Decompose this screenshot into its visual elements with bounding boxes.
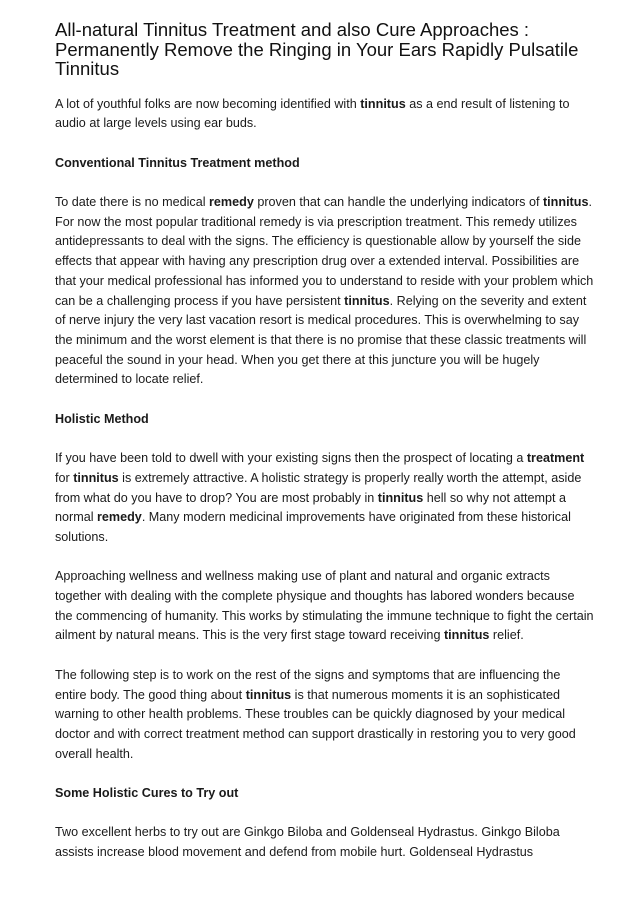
section-heading-holistic: Holistic Method (55, 411, 149, 426)
text-run: The following step is to work on the rest of the signs and symptoms that are influencing the entire body. The good thing about (55, 667, 561, 702)
text-run: If you have been told to dwell with your existing signs then the prospect of locating a (55, 451, 527, 466)
text-run: relief. (489, 628, 524, 643)
section-heading-conventional: Conventional Tinnitus Treatment method (55, 155, 300, 170)
intro-paragraph (55, 95, 595, 134)
keyword-treatment: treatment (526, 451, 585, 466)
document-page (55, 20, 595, 882)
text-run: To date there is no medical (55, 194, 210, 209)
text-run: as a end result of listening to audio at large levels using ear buds. (55, 96, 570, 131)
holistic-paragraph-1 (55, 449, 595, 548)
text-run: is that numerous moments it is an sophisticated warning to other health problems. These troubles can be quickly diagnosed by your medical doctor and with correct treatment method can support drastically in restoring you to very good overall health. (55, 687, 576, 761)
keyword-remedy: remedy (97, 510, 142, 525)
text-run: is extremely attractive. A holistic strategy is properly really worth the attempt, aside from what do you have to drop? You are most probably in (55, 470, 582, 505)
keyword-tinnitus: tinnitus (360, 96, 406, 111)
holistic-paragraph-3 (55, 666, 595, 765)
conventional-paragraph (55, 193, 595, 390)
keyword-tinnitus: tinnitus (377, 490, 424, 505)
text-run: . Relying on the severity and extent of nerve injury the very last vacation resort is medical procedures. This is overwhelming to say the minimum and the worst element is that there is no promise that these classic treatments will peaceful the sound in your head. When you get there at this juncture you will be hugely determined to locate relief. (55, 293, 587, 387)
cures-paragraph: Two excellent herbs to try out are Ginkgo Biloba and Goldenseal Hydrastus. Ginkgo Biloba assists increase blood movement and defend from mobile hurt. Goldenseal Hydrastus (55, 825, 560, 860)
text-run: for (55, 470, 74, 485)
section-heading-cures: Some Holistic Cures to Try out (55, 786, 239, 800)
keyword-tinnitus: tinnitus (443, 628, 490, 643)
keyword-tinnitus: tinnitus (73, 470, 119, 485)
text-run: A lot of youthful folks are now becoming identified with (55, 96, 361, 111)
text-run: proven that can handle the underlying indicators of (253, 194, 543, 209)
document-title: All-natural Tinnitus Treatment and also Cure Approaches : Permanently Remove the Ringing in Your Ears Rapidly Pulsatile Tinnitus (55, 19, 579, 79)
holistic-paragraph-2 (55, 567, 595, 646)
text-run: hell so why not attempt a normal (55, 490, 567, 525)
keyword-remedy: remedy (209, 194, 254, 209)
text-run: . For now the most popular traditional remedy is via prescription treatment. This remedy utilizes antidepressants to deal with the signs. The efficiency is questionable allow by yourself the side effects that appear with having any prescription drug over a extended interval. Possibilities are that your medical professional has informed you to understand to reside with your problem which can be a challenging process if you have persistent (55, 194, 594, 308)
keyword-tinnitus: tinnitus (245, 687, 292, 702)
keyword-tinnitus: tinnitus (542, 194, 589, 209)
text-run: . Many modern medicinal improvements have originated from these historical solutions. (55, 510, 571, 544)
keyword-tinnitus: tinnitus (344, 293, 390, 308)
text-run: Approaching wellness and wellness making use of plant and natural and organic extracts together with dealing with the complete physique and thoughts has labored wonders because the commencing of humanity. This works by stimulating the immune technique to fight the certain ailment by natural means. This is the very first stage toward receiving (55, 569, 594, 643)
